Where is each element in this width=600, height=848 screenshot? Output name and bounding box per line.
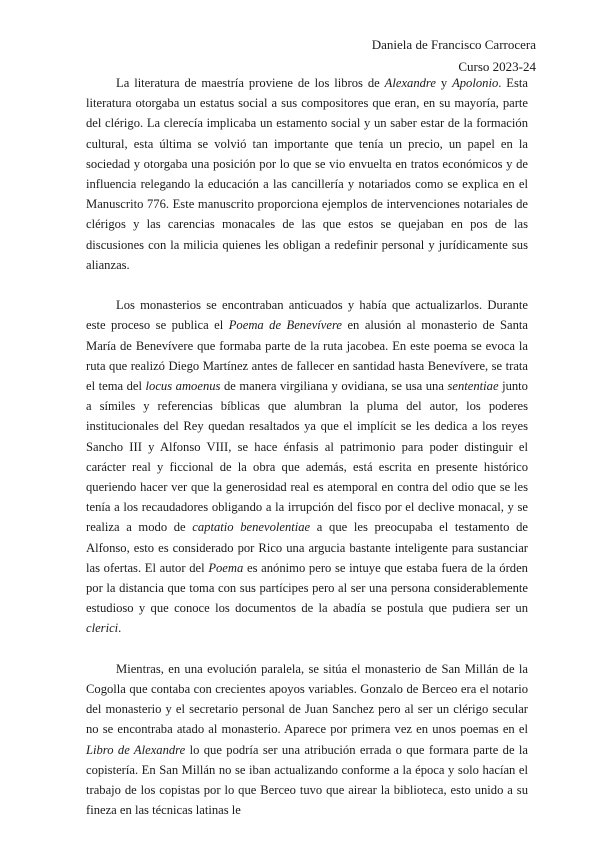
work-title: Alexandre [384,76,436,90]
latin-term: locus amoenus [145,379,221,394]
course-year: Curso 2023-24 [458,59,536,74]
work-title: Apolonio [452,76,499,90]
paragraph-text: de manera virgiliana y ovidiana, se usa una [220,379,448,394]
work-title: Poema de Benevívere [228,318,342,333]
paragraph-2 [86,295,528,638]
latin-term: sententiae [447,379,499,394]
paragraph-text: junto a símiles y referencias bíblicas que alumbran la pluma del autor, los poderes institucionales del Rey quedan resaltados ya que el implícit se les dedica a los reyes Sancho III y Alfonso VIII, se hace énfasis al patrimonio para poder distinguir el carácter real y ficcional de la obra que además, está escrita en presente histórico queriendo hacer ver que la generosidad real es atemporal en contra del odio que se les tenía a los recaudadores obligando a la irrupción del fisco por el declive monacal, y se realiza a modo de [86,379,528,535]
paragraph-3 [86,659,528,821]
document-body [86,73,528,841]
paragraph-text: . Esta literatura otorgaba un estatus social a sus compositores que eran, en su mayoría, parte del clérigo. La clerecía implicaba un estamento social y un saber estar de la formación cultural, esta última se volvió tan importante que tenía un precio, un papel en la sociedad y otorgaba una posición por lo que se vio envuelta en tratos económicos y de influencia relegando la educación a las cancillería y notariados como se explica en el Manuscrito 776. Este manuscrito proporciona ejemplos de intervenciones notariales de clérigos y las carencias monacales de las que estos se quejaban en pos de las discusiones con la milicia quienes les obligan a redefinir personal y jurídicamente sus alianzas. [86,76,528,272]
author-name: Daniela de Francisco Carrocera [371,37,536,52]
work-title: Poema [208,560,244,575]
paragraph-text: La literatura de maestría proviene de los libros de [116,76,385,90]
paragraph-text: a que les preocupaba el testamento de Alfonso, esto es considerado por Rico una argucia bastante inteligente para sustanciar las ofertas. El autor del [86,520,528,575]
paragraph-text: . [118,621,122,636]
paragraph-text: Mientras, en una evolución paralela, se sitúa el monasterio de San Millán de la Cogolla que contaba con crecientes apoyos variables. Gonzalo de Berceo era el notario del monasterio y el secretario personal de Juan Sanchez pero al ser un clérigo secular no se encontraba atado al monasterio. Aparece por primera vez en unos poemas en el [86,661,528,737]
latin-term: captatio benevolentiae [192,520,311,535]
paragraph-text: Los monasterios se encontraban anticuados y había que actualizarlos. Durante este proceso se publica el [86,298,528,333]
latin-term: clerici [86,621,119,636]
document-header [372,34,536,78]
paragraph-1 [86,73,528,275]
paragraph-text: lo que podría ser una atribución errada o que formara parte de la copistería. En San Millán no se iban actualizando conforme a la época y solo hacían el trabajo de los copistas por lo que Berceo tuvo que airear la biblioteca, esto unido a su fineza en las técnicas latinas le [86,742,528,818]
paragraph-text: en alusión al monasterio de Santa María de Benevívere que formaba parte de la ruta jacobea. En este poema se evoca la ruta que realizó Diego Martínez antes de fallecer en santidad hasta Benevívere, se trata el tema del [86,318,528,394]
paragraph-text: es anónimo pero se intuye que estaba fuera de la órden por la distancia que toma con sus partícipes pero al ser una persona considerablemente estudioso y que conoce los documentos de la abadía se postula que pudiera ser un [86,560,528,616]
paragraph-text: y [435,76,453,90]
work-title: Libro de Alexandre [86,742,186,757]
